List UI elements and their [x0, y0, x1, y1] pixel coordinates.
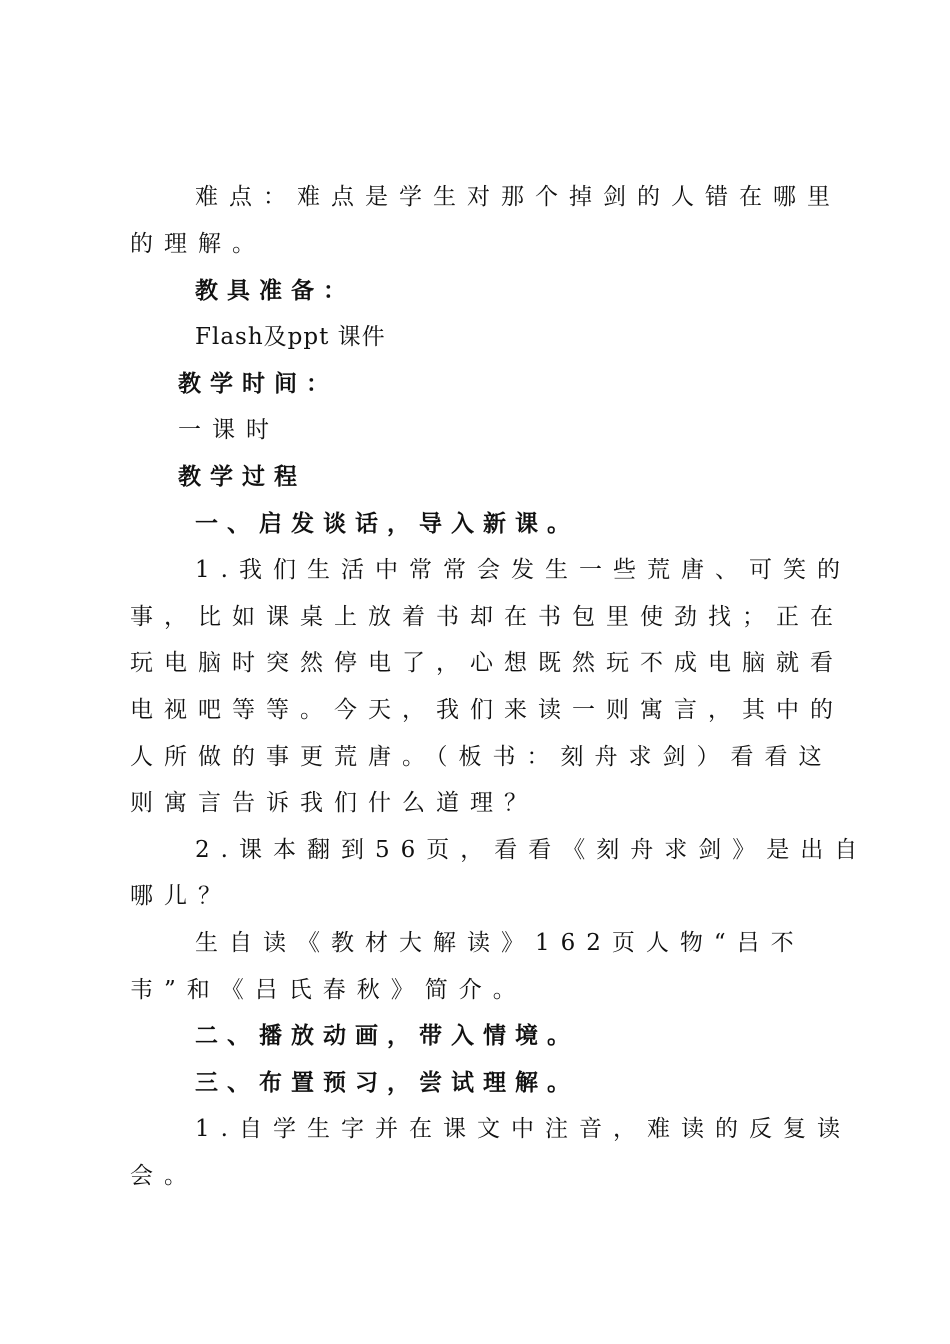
heading-teaching-aids: 教具准备：: [195, 278, 355, 304]
teaching-time-text: 一课时: [178, 417, 280, 443]
para-3-line-2: 韦”和《吕氏春秋》简介。: [130, 977, 527, 1003]
section-3-heading: 三、布置预习，尝试理解。: [195, 1070, 579, 1096]
para-4-line-2: 会。: [130, 1163, 198, 1189]
para-2-line-2: 哪儿？: [130, 883, 232, 909]
para-3-line-1: 生自读《教材大解读》162页人物“吕不: [195, 930, 805, 956]
heading-teaching-process: 教学过程: [178, 464, 306, 490]
para-1-line-1: 1.我们生活中常常会发生一些荒唐、可笑的: [195, 557, 851, 583]
para-1-line-2: 事，比如课桌上放着书却在书包里使劲找；正在: [130, 604, 844, 630]
para-2-line-1: 2.课本翻到56页，看看《刻舟求剑》是出自: [195, 837, 869, 863]
para-1-line-3: 玩电脑时突然停电了，心想既然玩不成电脑就看: [130, 650, 844, 676]
section-1-heading: 一、启发谈话，导入新课。: [195, 511, 579, 537]
difficulty-line-2: 的理解。: [130, 231, 266, 257]
difficulty-line-1: 难点：难点是学生对那个掉剑的人错在哪里: [195, 184, 841, 210]
heading-teaching-time: 教学时间：: [178, 371, 338, 397]
para-4-line-1: 1.自学生字并在课文中注音，难读的反复读: [195, 1116, 851, 1142]
para-1-line-6: 则寓言告诉我们什么道理？: [130, 790, 538, 816]
section-2-heading: 二、播放动画，带入情境。: [195, 1023, 579, 1049]
para-1-line-4: 电视吧等等。今天，我们来读一则寓言，其中的: [130, 697, 844, 723]
para-1-line-5: 人所做的事更荒唐。（板书：刻舟求剑）看看这: [130, 744, 833, 770]
teaching-aids-text: Flash及ppt 课件: [195, 324, 386, 350]
